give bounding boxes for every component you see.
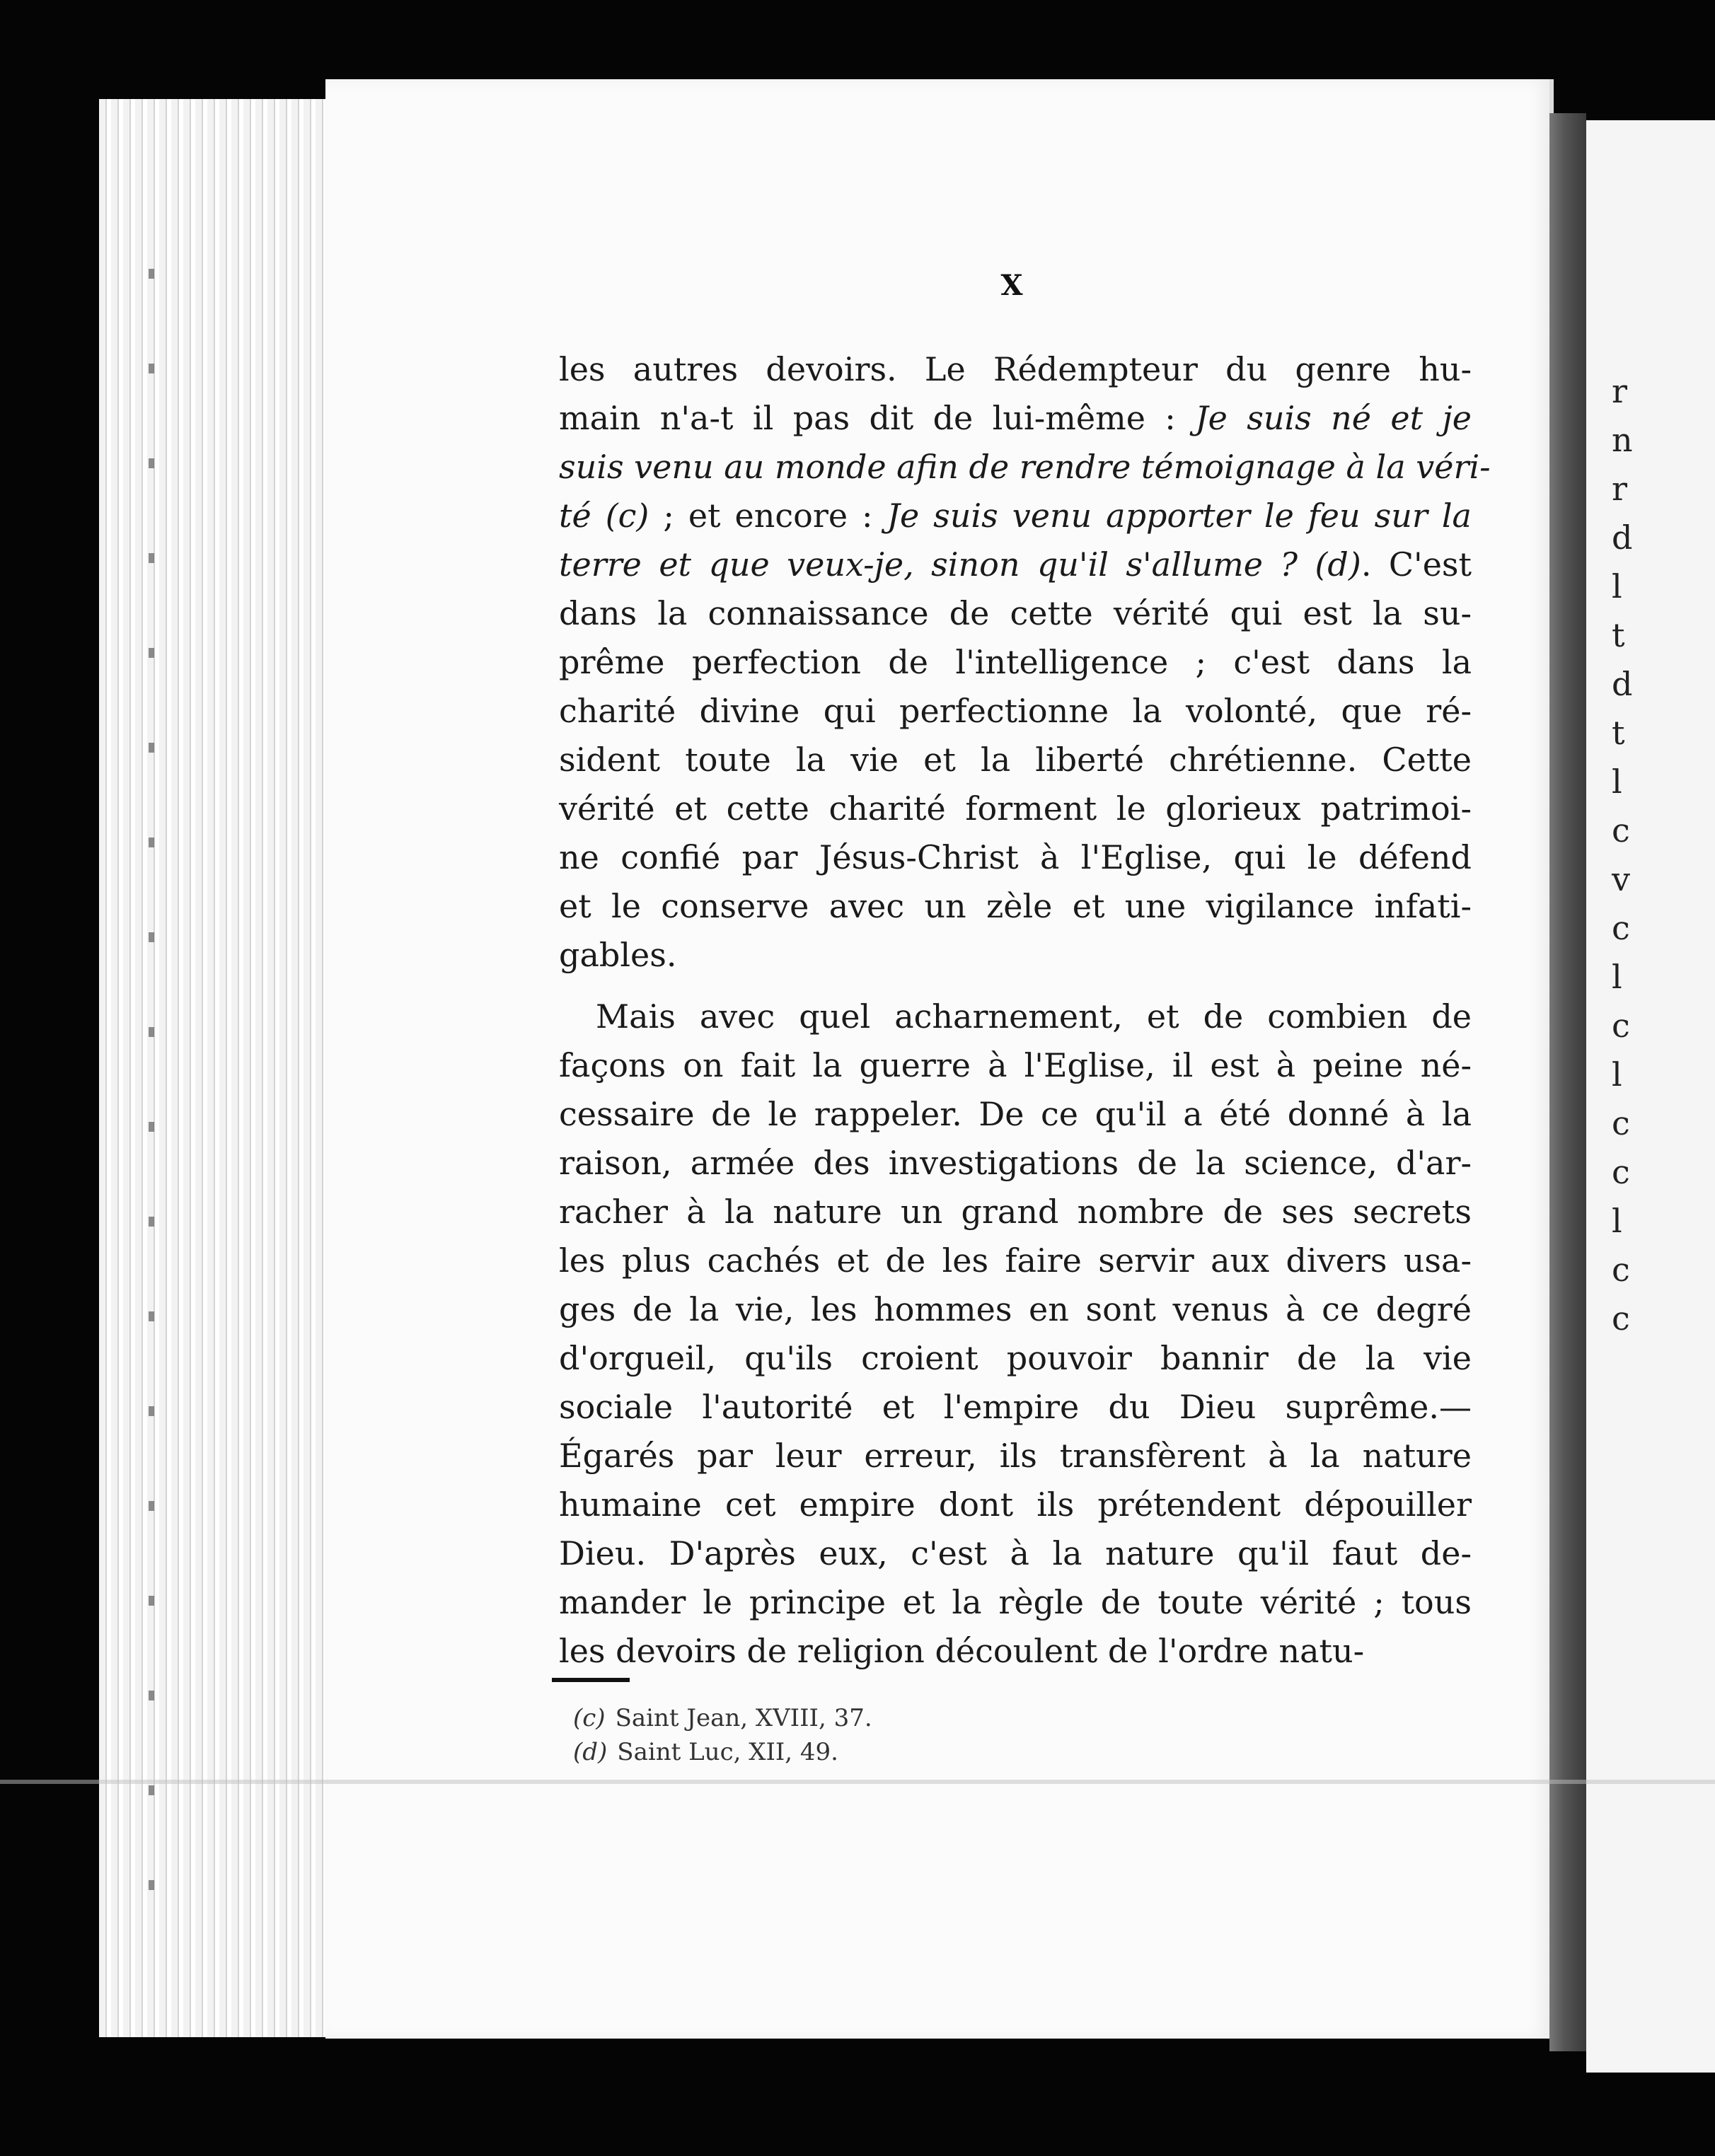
- cut-off-letter: l: [1612, 763, 1622, 801]
- text-segment: prême perfection de l'intelligence ; c'est dans la: [559, 643, 1472, 681]
- text-line: [559, 1334, 1472, 1383]
- text-line: [559, 1285, 1472, 1334]
- footnote-mark: (c): [573, 1704, 606, 1732]
- text-segment: ges de la vie, les hommes en sont venus à ce degré: [559, 1290, 1472, 1328]
- text-segment: raison, armée des investigations de la science, d'ar-: [559, 1144, 1472, 1182]
- text-segment: gables.: [559, 936, 677, 974]
- text-segment: les autres devoirs. Le Rédempteur du genre hu-: [559, 350, 1472, 388]
- text-segment: ; et encore :: [649, 497, 887, 535]
- scan-crease-line: [0, 1780, 1715, 1784]
- text-segment: main n'a-t il pas dit de lui-même :: [559, 399, 1196, 437]
- cut-off-letter: c: [1612, 1153, 1630, 1191]
- cut-off-letter: v: [1612, 860, 1630, 898]
- text-line: [559, 1383, 1472, 1432]
- footnote: [573, 1735, 872, 1769]
- text-line: [559, 931, 1472, 980]
- text-line: [559, 1578, 1472, 1627]
- cut-off-letter: n: [1612, 421, 1633, 459]
- cut-off-letter: d: [1612, 665, 1633, 703]
- text-segment: mander le principe et la règle de toute vérité ; tous: [559, 1583, 1472, 1621]
- text-segment: vérité et cette charité forment le glorieux patrimoi-: [559, 789, 1472, 828]
- stacked-page-edges: [99, 99, 340, 2037]
- text-segment: té (c): [559, 497, 649, 535]
- text-segment: façons on fait la guerre à l'Eglise, il est à peine né-: [559, 1046, 1472, 1084]
- body-text: [559, 345, 1491, 1676]
- text-segment: dans la connaissance de cette vérité qui est la su-: [559, 594, 1472, 632]
- cut-off-letter: c: [1612, 1251, 1630, 1289]
- text-line: [559, 1139, 1472, 1188]
- cut-off-letter: c: [1612, 1299, 1630, 1338]
- text-segment: charité divine qui perfectionne la volonté, que ré-: [559, 692, 1472, 730]
- text-segment: ne confié par Jésus-Christ à l'Eglise, qui le défend: [559, 838, 1472, 876]
- footnote-text: Saint Luc, XII, 49.: [617, 1738, 838, 1766]
- text-line: [559, 1041, 1472, 1090]
- text-line: [559, 992, 1472, 1041]
- text-line: [559, 394, 1472, 443]
- text-segment: humaine cet empire dont ils prétendent dépouiller: [559, 1485, 1472, 1524]
- text-segment: suis venu au monde afin de rendre témoignage à la véri-: [559, 448, 1491, 486]
- text-line: [559, 1188, 1472, 1236]
- text-line: [559, 1090, 1472, 1139]
- text-line: [559, 833, 1472, 882]
- text-line: [559, 540, 1472, 589]
- text-segment: les plus cachés et de les faire servir aux divers usa-: [559, 1241, 1472, 1280]
- text-line: [559, 638, 1472, 687]
- text-segment: Je suis né et je: [1195, 399, 1472, 437]
- text-segment: Égarés par leur erreur, ils transfèrent à la nature: [559, 1437, 1472, 1475]
- text-line: [559, 589, 1472, 638]
- text-line: [559, 1432, 1472, 1480]
- text-segment: . C'est: [1361, 545, 1472, 584]
- cut-off-letter: l: [1612, 567, 1622, 605]
- text-line: [559, 882, 1472, 931]
- footnote-rule: [552, 1678, 630, 1682]
- cut-off-letter: d: [1612, 518, 1633, 557]
- cut-off-letter: r: [1612, 372, 1627, 410]
- cut-off-letter: l: [1612, 958, 1622, 996]
- text-line: [559, 492, 1472, 540]
- text-line: [559, 345, 1472, 394]
- book-gutter: [1549, 113, 1586, 2051]
- footnote-mark: (d): [573, 1738, 608, 1766]
- cut-off-letter: r: [1612, 470, 1627, 508]
- text-segment: sociale l'autorité et l'empire du Dieu suprême.—: [559, 1388, 1472, 1426]
- cut-off-letter: t: [1612, 714, 1625, 752]
- footnotes: [573, 1701, 872, 1769]
- text-line: [559, 784, 1472, 833]
- text-segment: sident toute la vie et la liberté chrétienne. Cette: [559, 741, 1472, 779]
- cut-off-letter: l: [1612, 1055, 1622, 1094]
- text-segment: Mais avec quel acharnement, et de combien de: [596, 997, 1472, 1036]
- page-edge-specks: [149, 184, 154, 1952]
- text-line: [559, 687, 1472, 736]
- text-line: [559, 443, 1491, 492]
- cut-off-letter: c: [1612, 1104, 1630, 1142]
- cut-off-letter: c: [1612, 909, 1630, 947]
- text-line: [559, 1480, 1472, 1529]
- footnote-text: Saint Jean, XVIII, 37.: [615, 1704, 872, 1732]
- text-segment: terre et que veux-je, sinon qu'il s'allume ? (d): [559, 545, 1361, 584]
- text-line: [559, 1627, 1472, 1676]
- cut-off-letter: l: [1612, 1202, 1622, 1240]
- text-segment: et le conserve avec un zèle et une vigilance infati-: [559, 887, 1472, 925]
- text-line: [559, 1529, 1472, 1578]
- paragraph-gap: [559, 980, 1472, 992]
- text-segment: racher à la nature un grand nombre de ses secrets: [559, 1193, 1472, 1231]
- cut-off-letter: c: [1612, 811, 1630, 850]
- text-line: [559, 1236, 1472, 1285]
- text-segment: Dieu. D'après eux, c'est à la nature qu'il faut de-: [559, 1534, 1472, 1572]
- text-segment: d'orgueil, qu'ils croient pouvoir bannir de la vie: [559, 1339, 1472, 1377]
- text-line: [559, 736, 1472, 784]
- text-segment: cessaire de le rappeler. De ce qu'il a été donné à la: [559, 1095, 1472, 1133]
- page-number: X: [1000, 269, 1023, 302]
- text-segment: Je suis venu apporter le feu sur la: [887, 497, 1472, 535]
- text-segment: les devoirs de religion découlent de l'ordre natu-: [559, 1632, 1365, 1670]
- footnote: [573, 1701, 872, 1735]
- cut-off-letter: c: [1612, 1007, 1630, 1045]
- cut-off-letter: t: [1612, 616, 1625, 654]
